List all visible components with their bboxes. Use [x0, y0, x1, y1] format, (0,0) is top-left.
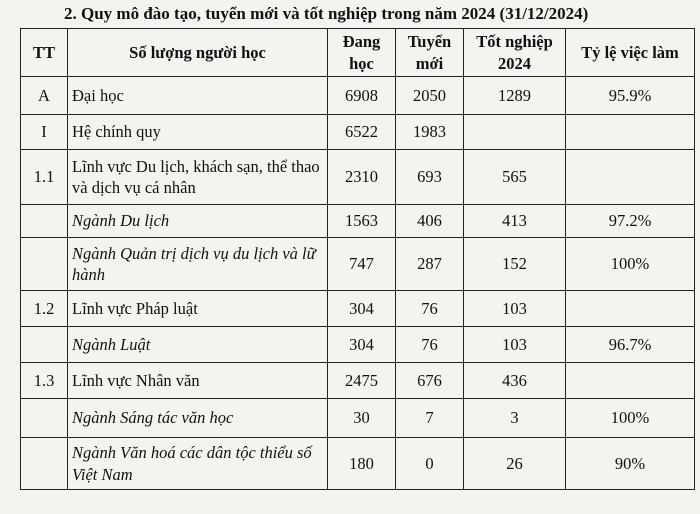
table-row: [21, 77, 695, 115]
cell-tuyen-moi: 7: [396, 399, 464, 438]
cell-ty-le: [566, 363, 695, 399]
cell-dang-hoc: 304: [328, 327, 396, 363]
header-ty-le: Tỷ lệ việc làm: [566, 29, 695, 77]
cell-tuyen-moi: 0: [396, 438, 464, 490]
cell-tot-nghiep: 103: [464, 291, 566, 327]
section-title: 2. Quy mô đào tạo, tuyển mới và tốt nghiệp trong năm 2024 (31/12/2024): [64, 4, 589, 23]
cell-tt: 1.2: [21, 291, 68, 327]
cell-name: Ngành Quản trị dịch vụ du lịch và lữ hành: [68, 238, 328, 291]
table-row: [21, 238, 695, 291]
table-row: [21, 438, 695, 490]
cell-name: Lĩnh vực Nhân văn: [68, 363, 328, 399]
cell-ty-le: 97.2%: [566, 205, 695, 238]
cell-tuyen-moi: 406: [396, 205, 464, 238]
cell-name: Đại học: [68, 77, 328, 115]
cell-ty-le: [566, 150, 695, 205]
cell-dang-hoc: 6522: [328, 115, 396, 150]
table-row: [21, 327, 695, 363]
cell-name: Lĩnh vực Pháp luật: [68, 291, 328, 327]
cell-tt: [21, 438, 68, 490]
cell-tuyen-moi: 287: [396, 238, 464, 291]
cell-dang-hoc: 2310: [328, 150, 396, 205]
cell-tuyen-moi: 76: [396, 327, 464, 363]
cell-ty-le: 100%: [566, 399, 695, 438]
cell-dang-hoc: 1563: [328, 205, 396, 238]
header-name: Số lượng người học: [68, 29, 328, 77]
header-tt: TT: [21, 29, 68, 77]
table-row: [21, 363, 695, 399]
cell-tt: [21, 238, 68, 291]
cell-tot-nghiep: 436: [464, 363, 566, 399]
cell-tt: [21, 399, 68, 438]
cell-dang-hoc: 6908: [328, 77, 396, 115]
cell-ty-le: [566, 291, 695, 327]
cell-tot-nghiep: 26: [464, 438, 566, 490]
cell-name: Hệ chính quy: [68, 115, 328, 150]
cell-tot-nghiep: [464, 115, 566, 150]
header-tot-nghiep: Tốt nghiệp 2024: [464, 29, 566, 77]
cell-tt: [21, 327, 68, 363]
cell-dang-hoc: 180: [328, 438, 396, 490]
cell-name: Ngành Du lịch: [68, 205, 328, 238]
cell-dang-hoc: 304: [328, 291, 396, 327]
cell-name: Ngành Luật: [68, 327, 328, 363]
cell-tt: A: [21, 77, 68, 115]
cell-ty-le: 96.7%: [566, 327, 695, 363]
cell-name: Ngành Văn hoá các dân tộc thiểu số Việt Nam: [68, 438, 328, 490]
cell-tuyen-moi: 2050: [396, 77, 464, 115]
cell-dang-hoc: 2475: [328, 363, 396, 399]
cell-tuyen-moi: 1983: [396, 115, 464, 150]
cell-name: Lĩnh vực Du lịch, khách sạn, thể thao và dịch vụ cá nhân: [68, 150, 328, 205]
cell-tt: I: [21, 115, 68, 150]
cell-tot-nghiep: 413: [464, 205, 566, 238]
header-row: [21, 29, 695, 77]
cell-tt: [21, 205, 68, 238]
cell-dang-hoc: 30: [328, 399, 396, 438]
cell-ty-le: 100%: [566, 238, 695, 291]
table-row: [21, 205, 695, 238]
table-row: [21, 115, 695, 150]
cell-ty-le: [566, 115, 695, 150]
cell-tot-nghiep: 1289: [464, 77, 566, 115]
cell-tt: 1.3: [21, 363, 68, 399]
header-tuyen-moi: Tuyển mới: [396, 29, 464, 77]
training-scale-table: [20, 28, 695, 490]
cell-tuyen-moi: 676: [396, 363, 464, 399]
table-row: [21, 399, 695, 438]
cell-tot-nghiep: 565: [464, 150, 566, 205]
cell-name: Ngành Sáng tác văn học: [68, 399, 328, 438]
cell-tot-nghiep: 152: [464, 238, 566, 291]
cell-tot-nghiep: 103: [464, 327, 566, 363]
cell-ty-le: 90%: [566, 438, 695, 490]
cell-tuyen-moi: 76: [396, 291, 464, 327]
cell-dang-hoc: 747: [328, 238, 396, 291]
cell-tt: 1.1: [21, 150, 68, 205]
table-row: [21, 291, 695, 327]
table-row: [21, 150, 695, 205]
cell-tuyen-moi: 693: [396, 150, 464, 205]
header-dang-hoc: Đang học: [328, 29, 396, 77]
cell-tot-nghiep: 3: [464, 399, 566, 438]
cell-ty-le: 95.9%: [566, 77, 695, 115]
